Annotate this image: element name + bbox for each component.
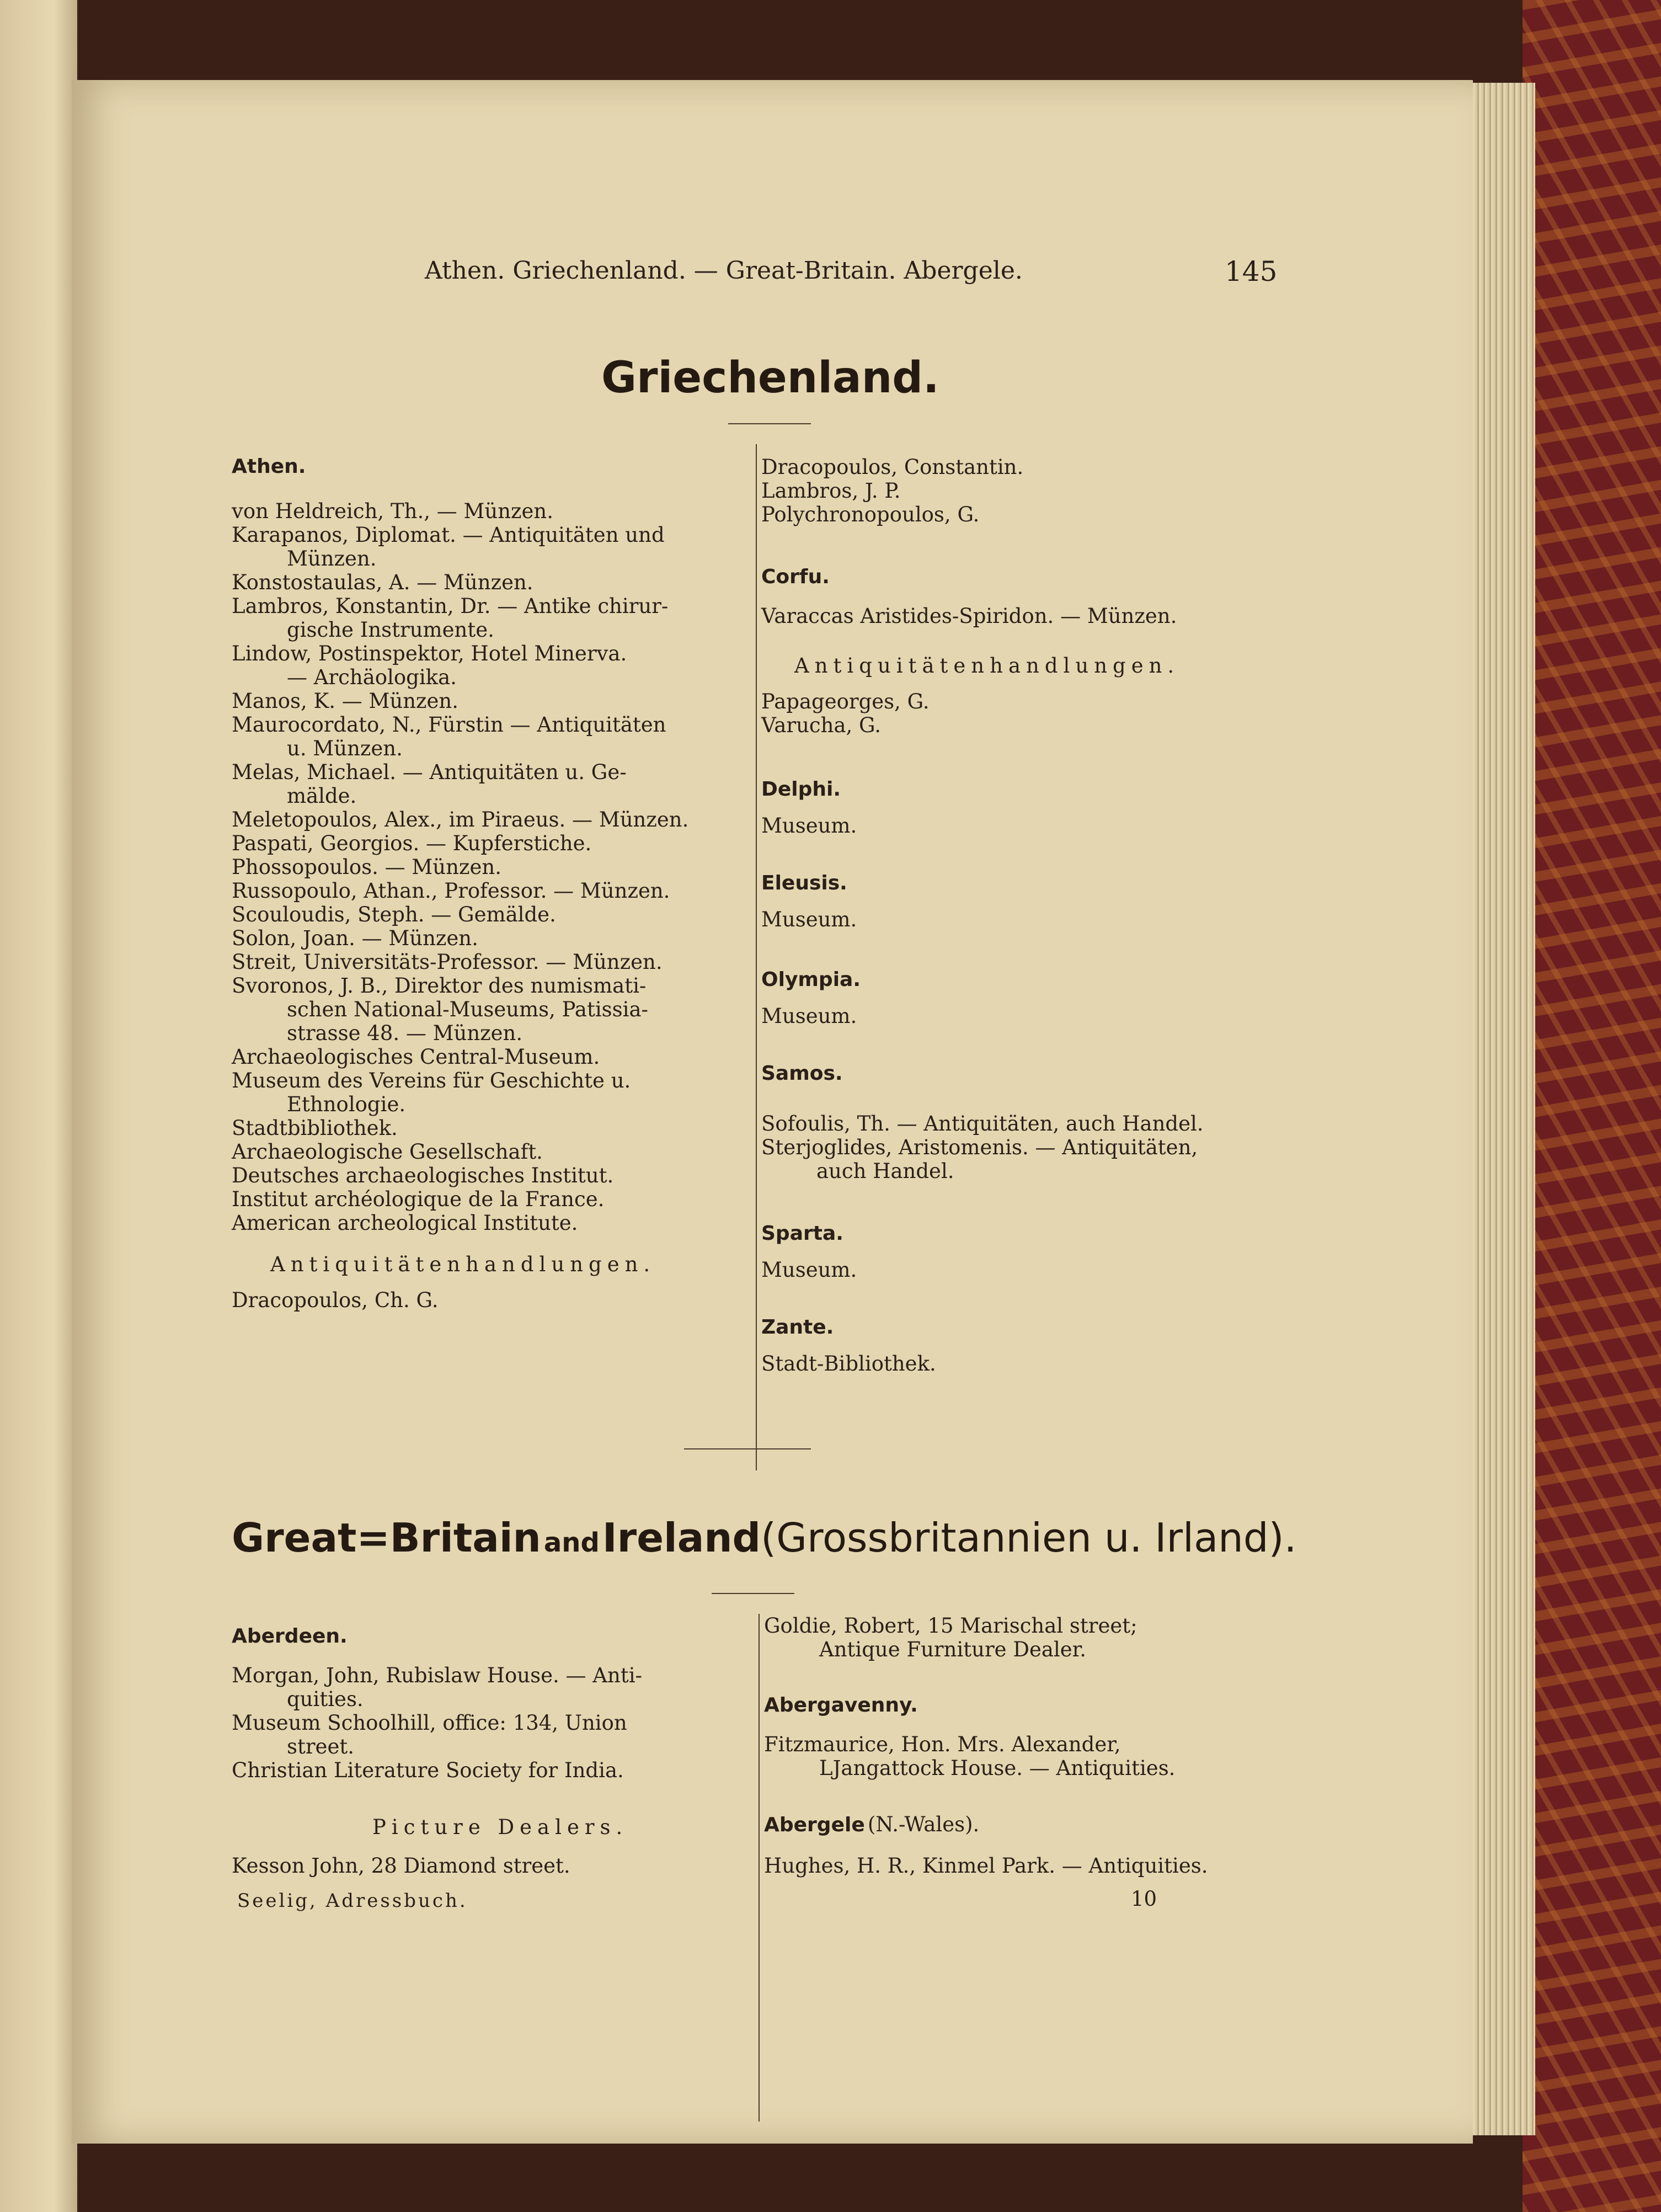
- entry-line: Sterjoglides, Aristomenis. — Antiquitäten,: [761, 1136, 1198, 1159]
- entry-line: — Archäologika.: [287, 665, 457, 689]
- entry-line: Institut archéologique de la France.: [232, 1187, 605, 1211]
- city-heading: Eleusis.: [761, 872, 847, 894]
- entry-line: Stadt-Bibliothek.: [761, 1352, 936, 1376]
- page-number: 145: [1225, 255, 1278, 287]
- entry-line: Fitzmaurice, Hon. Mrs. Alexander,: [764, 1733, 1121, 1756]
- gb-title-part1: Great=Britain: [232, 1515, 541, 1561]
- entry-line: Ethnologie.: [287, 1092, 406, 1116]
- entry-line: Münzen.: [287, 547, 377, 571]
- city-suffix: (N.-Wales).: [867, 1813, 980, 1836]
- entry-line: Scouloudis, Steph. — Gemälde.: [232, 903, 556, 926]
- entry-line: Karapanos, Diplomat. — Antiquitäten und: [232, 523, 665, 547]
- running-header: Athen. Griechenland. — Great-Britain. Abergele.: [425, 257, 1023, 285]
- left-page-edge: [0, 0, 77, 2212]
- entry-line: Christian Literature Society for India.: [232, 1758, 624, 1782]
- entry-line: Varucha, G.: [761, 713, 882, 737]
- gb-title-part2: Ireland: [602, 1515, 761, 1561]
- entry-line: Phossopoulos. — Münzen.: [232, 855, 501, 879]
- gb-title-part3: (Grossbritannien u. Irland).: [761, 1515, 1297, 1561]
- entry-line: Maurocordato, N., Fürstin — Antiquitäten: [232, 713, 666, 737]
- footer-sheet-number: 10: [1131, 1887, 1157, 1911]
- entry-line: Lindow, Postinspektor, Hotel Minerva.: [232, 642, 627, 665]
- entry-line: Manos, K. — Münzen.: [232, 689, 459, 713]
- city-heading: Sparta.: [761, 1222, 843, 1245]
- book-fore-edge: [1467, 83, 1535, 2135]
- gb-title-and: and: [543, 1527, 600, 1558]
- entry-line: mälde.: [287, 784, 357, 808]
- section-rule: [684, 1448, 811, 1449]
- column-divider: [756, 444, 757, 1470]
- city-heading: Abergavenny.: [764, 1694, 918, 1717]
- city-heading: Abergele: [764, 1814, 865, 1836]
- entry-line: strasse 48. — Münzen.: [287, 1021, 523, 1045]
- city-heading: Olympia.: [761, 968, 861, 991]
- entry-line: Museum.: [761, 814, 857, 838]
- entry-line: Streit, Universitäts-Professor. — Münzen.: [232, 950, 663, 974]
- entry-line: Dracopoulos, Ch. G.: [232, 1288, 439, 1312]
- city-heading: Samos.: [761, 1062, 843, 1085]
- city-heading: Zante.: [761, 1316, 834, 1339]
- entry-line: gische Instrumente.: [287, 618, 494, 642]
- title-rule: [728, 423, 811, 424]
- entry-line: Meletopoulos, Alex., im Piraeus. — Münzen.: [232, 808, 689, 832]
- entry-line: Dracopoulos, Constantin.: [761, 455, 1024, 479]
- footer-signature: Seelig, Adressbuch.: [237, 1890, 468, 1912]
- entry-line: Lambros, Konstantin, Dr. — Antike chirur-: [232, 594, 669, 618]
- column-divider: [759, 1614, 760, 2122]
- entry-line: street.: [287, 1735, 354, 1758]
- entry-line: Museum Schoolhill, office: 134, Union: [232, 1711, 627, 1735]
- entry-line: Konstostaulas, A. — Münzen.: [232, 571, 533, 594]
- entry-line: Museum.: [761, 908, 857, 931]
- entry-line: quities.: [287, 1687, 364, 1711]
- entry-line: Archaeologische Gesellschaft.: [232, 1140, 543, 1164]
- city-heading: Athen.: [232, 455, 306, 478]
- entry-line: Goldie, Robert, 15 Marischal street;: [764, 1614, 1137, 1638]
- section-title-great-britain: [232, 1515, 1297, 1561]
- entry-line: Kesson John, 28 Diamond street.: [232, 1854, 570, 1878]
- entry-line: schen National-Museums, Patissia-: [287, 998, 649, 1021]
- entry-line: Polychronopoulos, G.: [761, 503, 980, 526]
- entry-line: Sofoulis, Th. — Antiquitäten, auch Handel.: [761, 1112, 1204, 1136]
- entry-line: Paspati, Georgios. — Kupferstiche.: [232, 832, 592, 855]
- city-heading: Corfu.: [761, 566, 830, 588]
- entry-line: Museum.: [761, 1004, 857, 1028]
- entry-line: LJangattock House. — Antiquities.: [819, 1756, 1176, 1780]
- entry-line: auch Handel.: [816, 1159, 954, 1183]
- subsection-heading: Picture Dealers.: [372, 1815, 628, 1839]
- entry-line: Antique Furniture Dealer.: [819, 1638, 1087, 1661]
- entry-line: Russopoulo, Athan., Professor. — Münzen.: [232, 879, 670, 903]
- entry-line: von Heldreich, Th., — Münzen.: [232, 499, 554, 523]
- book-page: [72, 80, 1473, 2144]
- subsection-heading: Antiquitätenhandlungen.: [270, 1252, 656, 1276]
- title-rule: [712, 1593, 794, 1594]
- entry-line: Archaeologisches Central-Museum.: [232, 1045, 600, 1069]
- city-heading: Aberdeen.: [232, 1625, 348, 1648]
- entry-line: Papageorges, G.: [761, 690, 930, 713]
- entry-line: Stadtbibliothek.: [232, 1116, 398, 1140]
- entry-line: u. Münzen.: [287, 737, 403, 760]
- section-title-griechenland: Griechenland.: [601, 353, 939, 403]
- entry-line: Museum des Vereins für Geschichte u.: [232, 1069, 631, 1092]
- entry-line: Deutsches archaeologisches Institut.: [232, 1164, 614, 1187]
- subsection-heading: Antiquitätenhandlungen.: [794, 654, 1180, 678]
- entry-line: Museum.: [761, 1258, 857, 1282]
- marbled-cover: [1523, 0, 1661, 2212]
- city-heading: Delphi.: [761, 778, 841, 801]
- entry-line: Solon, Joan. — Münzen.: [232, 926, 478, 950]
- entry-line: Svoronos, J. B., Direktor des numismati-: [232, 974, 647, 998]
- entry-line: Varaccas Aristides-Spiridon. — Münzen.: [761, 604, 1177, 628]
- city-heading-abergele: [764, 1813, 979, 1836]
- entry-line: Melas, Michael. — Antiquitäten u. Ge-: [232, 760, 627, 784]
- entry-line: Hughes, H. R., Kinmel Park. — Antiquities.: [764, 1854, 1208, 1878]
- entry-line: American archeological Institute.: [232, 1211, 578, 1235]
- entry-line: Lambros, J. P.: [761, 479, 901, 503]
- entry-line: Morgan, John, Rubislaw House. — Anti-: [232, 1664, 643, 1687]
